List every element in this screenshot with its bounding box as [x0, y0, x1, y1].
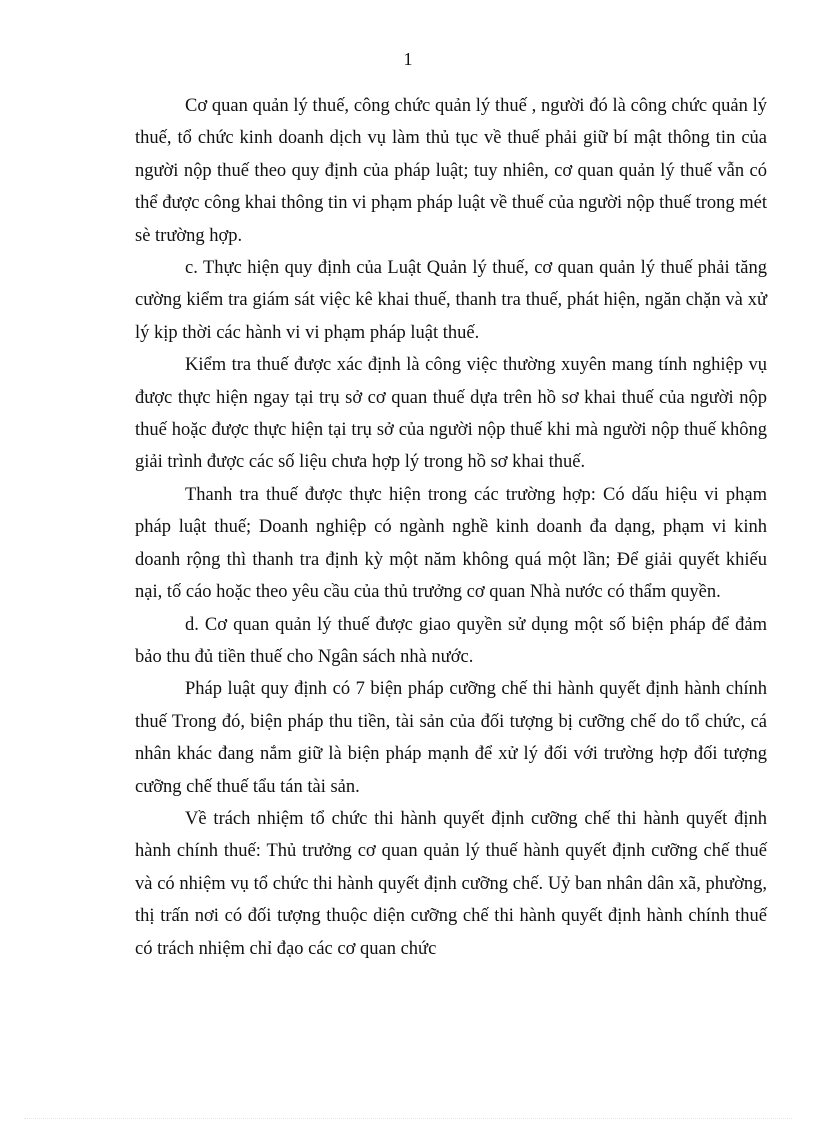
- page-number: 1: [403, 49, 413, 69]
- paragraph: c. Thực hiện quy định của Luật Quản lý thuế, cơ quan quản lý thuế phải tăng cường kiểm tra giám sát việc kê khai thuế, thanh tra thuế, phát hiện, ngăn chặn và xử lý kịp thời các hành vi vi phạm pháp luật thuế.: [135, 258, 767, 343]
- paragraph: Về trách nhiệm tổ chức thi hành quyết định cưỡng chế thi hành quyết định hành chính thuế: Thủ trưởng cơ quan quản lý thuế hành quyết định cưỡng chế thuế và có nhiệm vụ tổ chức thi hành quyết định cưỡng chế. Uỷ ban nhân dân xã, phường, thị trấn nơi có đối tượng thuộc diện cưỡng chế thi hành quyết định hành chính thuế có trách nhiệm chỉ đạo các cơ quan chức: [135, 808, 767, 959]
- paragraph: Thanh tra thuế được thực hiện trong các trường hợp: Có dấu hiệu vi phạm pháp luật thuế; Doanh nghiệp có ngành nghề kinh doanh đa dạng, phạm vi kinh doanh rộng thì thanh tra định kỳ một năm không quá một lần; Để giải quyết khiếu nại, tố cáo hoặc theo yêu cầu của thủ trưởng cơ quan Nhà nước có thẩm quyền.: [135, 484, 767, 603]
- page-bottom-divider: [24, 1118, 792, 1119]
- paragraph: Cơ quan quản lý thuế, công chức quản lý thuế , người đó là công chức quản lý thuế, tổ chức kinh doanh dịch vụ làm thủ tục về thuế phải giữ bí mật thông tin của người nộp thuế theo quy định của pháp luật; tuy nhiên, cơ quan quản lý thuế vẫn có thể được công khai thông tin vi phạm pháp luật về thuế của người nộp thuế trong mét sè trường hợp.: [135, 96, 767, 246]
- paragraph: Pháp luật quy định có 7 biện pháp cưỡng chế thi hành quyết định hành chính thuế Trong đó, biện pháp thu tiền, tài sản của đối tượng bị cưỡng chế do tổ chức, cá nhân khác đang nắm giữ là biện pháp mạnh để xử lý đối với trường hợp đối tượng cưỡng chế thuế tẩu tán tài sản.: [135, 679, 767, 797]
- document-body: [135, 90, 767, 965]
- paragraph: Kiểm tra thuế được xác định là công việc thường xuyên mang tính nghiệp vụ được thực hiện ngay tại trụ sở cơ quan thuế dựa trên hồ sơ khai thuế của người nộp thuế hoặc được thực hiện tại trụ sở của người nộp thuế khi mà người nộp thuế không giải trình được các số liệu chưa hợp lý trong hồ sơ khai thuế.: [135, 355, 767, 473]
- paragraph: d. Cơ quan quản lý thuế được giao quyền sử dụng một số biện pháp để đảm bảo thu đủ tiền thuế cho Ngân sách nhà nước.: [135, 614, 767, 667]
